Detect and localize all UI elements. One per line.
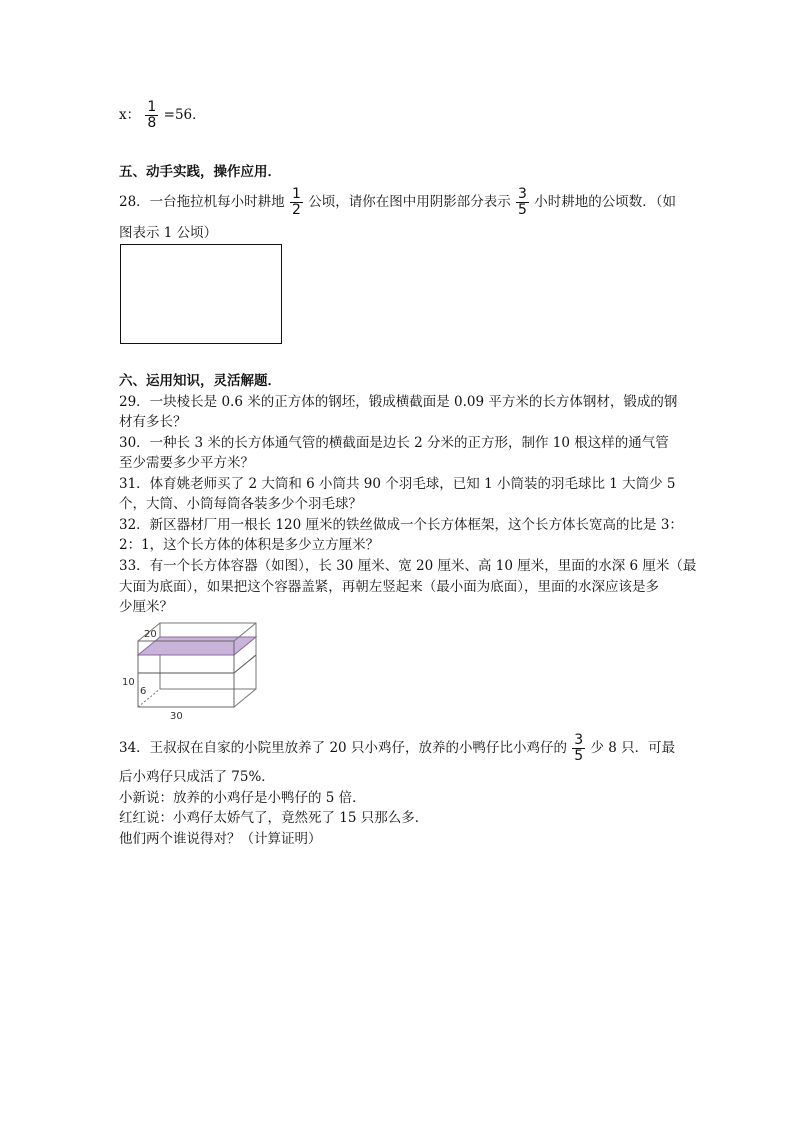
equation-suffix: =56． — [163, 107, 206, 123]
one-hectare-rectangle — [120, 244, 282, 344]
question-28-line-2: 图表示 1 公顷） — [119, 225, 218, 241]
fraction-three-fifths — [572, 733, 585, 764]
question-34-line-3: 小新说：放养的小鸡仔是小鸭仔的 5 倍． — [119, 790, 366, 806]
fraction-one-eighth — [145, 100, 158, 131]
question-34-line-5: 他们两个谁说得对？（计算证明） — [119, 831, 322, 847]
q28-text-b: 公顷，请你在图中用阴影部分表示 — [308, 194, 511, 210]
cuboid-back-face — [160, 623, 256, 689]
question-28-line-1 — [119, 187, 676, 218]
fraction-three-fifths — [516, 187, 529, 218]
question-29-line-2: 材有多长？ — [119, 414, 187, 430]
equation-line — [119, 100, 206, 131]
question-33-line-3: 少厘米？ — [119, 599, 173, 615]
question-34-line-1 — [119, 733, 675, 764]
fraction-one-half — [290, 187, 303, 218]
cuboid-edge-br — [234, 689, 256, 707]
fraction-denominator: 5 — [518, 202, 527, 218]
question-34-line-4: 红红说：小鸡仔太娇气了，竟然死了 15 只那么多． — [119, 810, 429, 826]
label-height: 10 — [122, 677, 135, 688]
q28-text-a: 28．一台拖拉机每小时耕地 — [119, 194, 285, 210]
question-32-line-1: 32．新区器材厂用一根长 120 厘米的铁丝做成一个长方体框架，这个长方体长宽高的比是 3： — [119, 517, 683, 533]
question-31-line-2: 个，大筒、小筒每筒各装多少个羽毛球？ — [119, 496, 362, 512]
q34-text-a: 34．王叔叔在自家的小院里放养了 20 只小鸡仔，放养的小鸭仔比小鸡仔的 — [119, 740, 567, 756]
fraction-denominator: 2 — [291, 202, 301, 218]
question-33-line-2: 大面为底面），如果把这个容器盖紧，再朝左竖起来（最小面为底面），里面的水深应该是多 — [119, 579, 659, 595]
fraction-numerator: 1 — [291, 186, 301, 202]
fraction-denominator: 8 — [147, 115, 157, 131]
question-30-line-1: 30．一种长 3 米的长方体通气管的横截面是边长 2 分米的正方形，制作 10 根这样的通气管 — [119, 435, 669, 451]
fraction-numerator: 3 — [574, 732, 584, 748]
label-length: 30 — [170, 711, 183, 721]
section-6-title: 六、运用知识，灵活解题． — [119, 373, 281, 389]
question-29-line-1: 29．一块棱长是 0.6 米的正方体的钢坯，锻成横截面是 0.09 平方米的长方体钢材，锻成的钢 — [119, 394, 678, 410]
question-30-line-2: 至少需要多少平方米？ — [119, 455, 254, 471]
q28-text-c: 小时耕地的公顷数．（如 — [534, 194, 676, 210]
section-5-title: 五、动手实践，操作应用． — [119, 164, 281, 180]
question-32-line-2: 2：1，这个长方体的体积是多少立方厘米？ — [119, 537, 380, 553]
fraction-denominator: 5 — [574, 748, 584, 764]
question-31-line-1: 31．体育姚老师买了 2 大筒和 6 小筒共 90 个羽毛球，已知 1 小筒装的羽毛球比 1 大筒少 5 — [119, 476, 676, 492]
cuboid-container-figure — [118, 621, 268, 721]
fraction-numerator: 1 — [147, 99, 157, 115]
q34-text-b: 少 8 只．可最 — [590, 740, 676, 756]
label-water-depth: 6 — [140, 686, 147, 697]
equation-prefix: x： — [119, 107, 141, 123]
question-33-line-1: 33．有一个长方体容器（如图），长 30 厘米、宽 20 厘米、高 10 厘米，里面的水深 6 厘米（最 — [119, 558, 697, 574]
question-34-line-2: 后小鸡仔只成活了 75%． — [119, 769, 275, 785]
water-line-side — [234, 655, 256, 673]
label-width: 20 — [144, 629, 157, 640]
fraction-numerator: 3 — [518, 186, 527, 202]
